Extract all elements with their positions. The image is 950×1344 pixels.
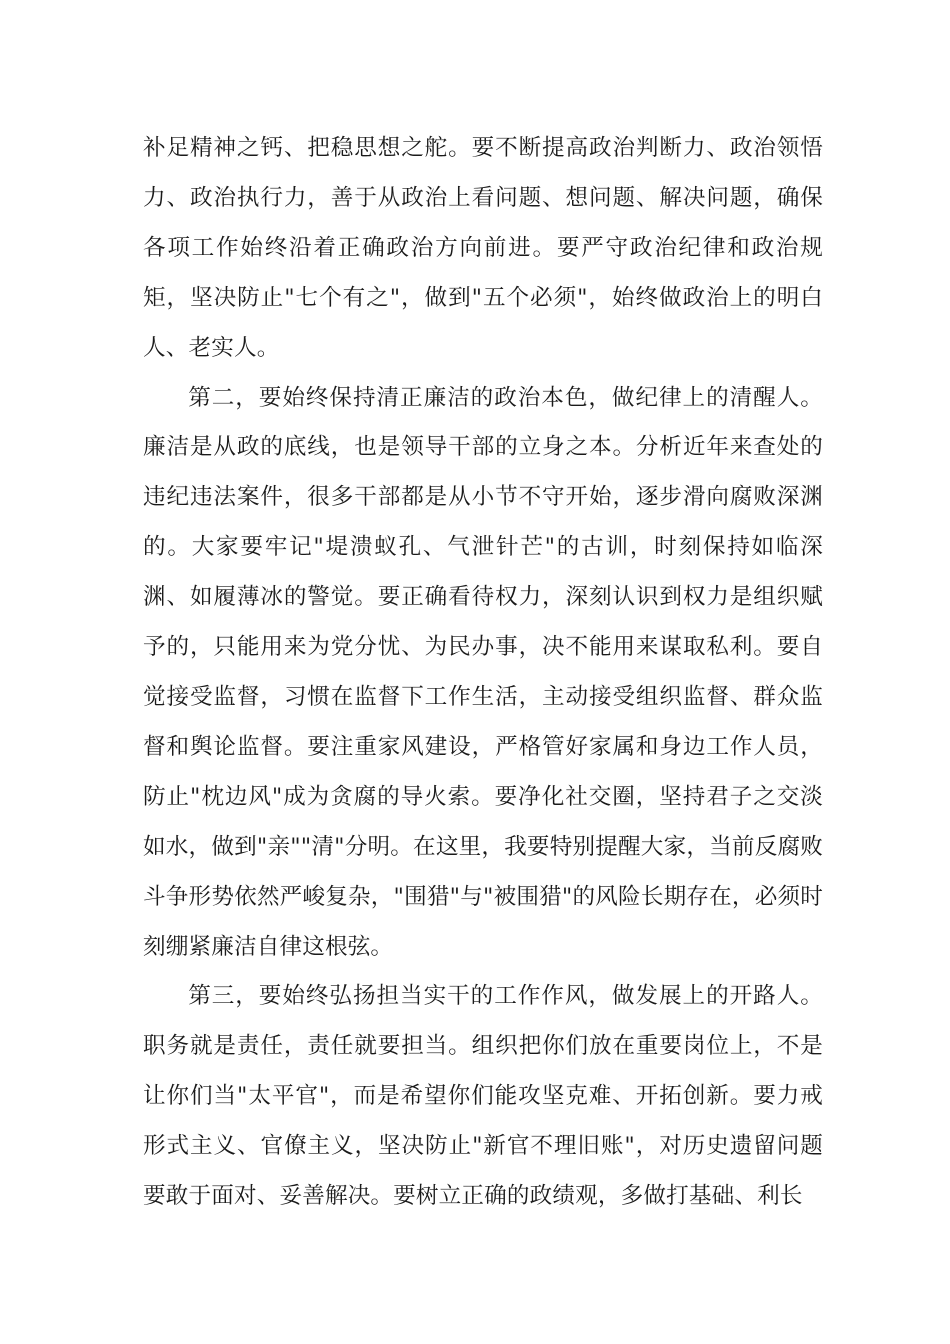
paragraph-third-point: 第三，要始终弘扬担当实干的工作作风，做发展上的开路人。职务就是责任，责任就要担当。组织把你们放在重要岗位上，不是让你们当"太平官"，而是希望你们能攻坚克难、开拓创新。要力戒形式主义、官僚主义，坚决防止"新官不理旧账"，对历史遗留问题要敢于面对、妥善解决。要树立正确的政绩观，多做打基础、利长 [143, 983, 823, 1210]
body-text [143, 124, 823, 1222]
paragraph-continued: 补足精神之钙、把稳思想之舵。要不断提高政治判断力、政治领悟力、政治执行力，善于从政治上看问题、想问题、解决问题，确保各项工作始终沿着正确政治方向前进。要严守政治纪律和政治规矩，坚决防止"七个有之"，做到"五个必须"，始终做政治上的明白人、老实人。 [143, 135, 823, 361]
paragraph-second-point: 第二，要始终保持清正廉洁的政治本色，做纪律上的清醒人。廉洁是从政的底线，也是领导干部的立身之本。分析近年来查处的违纪违法案件，很多干部都是从小节不守开始，逐步滑向腐败深渊的。大家要牢记"堤溃蚁孔、气泄针芒"的古训，时刻保持如临深渊、如履薄冰的警觉。要正确看待权力，深刻认识到权力是组织赋予的，只能用来为党分忧、为民办事，决不能用来谋取私利。要自觉接受监督，习惯在监督下工作生活，主动接受组织监督、群众监督和舆论监督。要注重家风建设，严格管好家属和身边工作人员，防止"枕边风"成为贪腐的导火索。要净化社交圈，坚持君子之交淡如水，做到"亲""清"分明。在这里，我要特别提醒大家，当前反腐败斗争形势依然严峻复杂，"围猎"与"被围猎"的风险长期存在，必须时刻绷紧廉洁自律这根弦。 [143, 384, 823, 960]
